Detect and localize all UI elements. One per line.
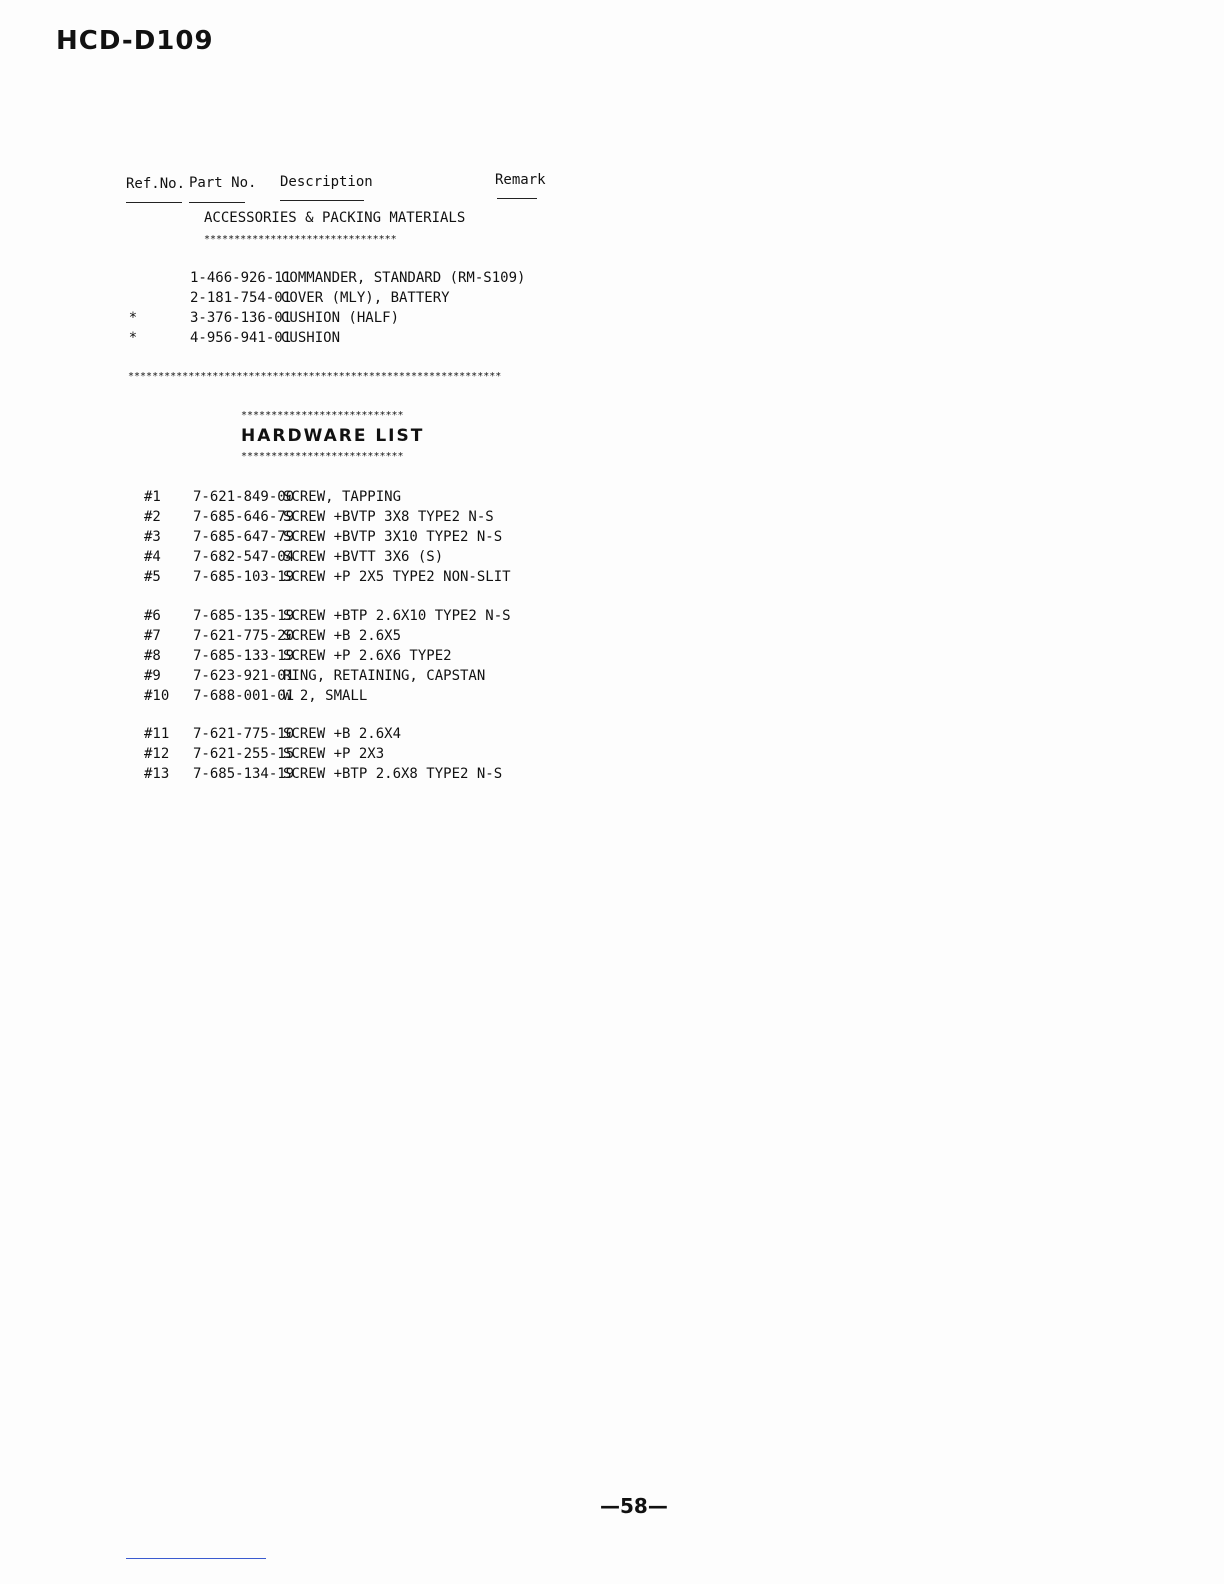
part-number: 1-466-926-11: [190, 270, 292, 286]
part-number: 7-623-921-01: [193, 668, 295, 684]
ref-number: #6: [144, 608, 161, 624]
ref-number: #3: [144, 529, 161, 545]
section-separator: **************************************************************: [128, 371, 502, 382]
part-number: 7-621-849-00: [193, 489, 295, 505]
ref-number: #1: [144, 489, 161, 505]
ref-number: #4: [144, 549, 161, 565]
part-description: SCREW +P 2X3: [283, 746, 385, 762]
ref-number: #9: [144, 668, 161, 684]
part-number: 2-181-754-01: [190, 290, 292, 306]
part-number: 7-621-775-10: [193, 726, 295, 742]
part-description: SCREW +BTP 2.6X8 TYPE2 N-S: [283, 766, 503, 782]
part-description: SCREW +P 2.6X6 TYPE2: [283, 648, 452, 664]
column-header-description: Description: [280, 174, 373, 190]
part-description: SCREW, TAPPING: [283, 489, 402, 505]
part-description: SCREW +P 2X5 TYPE2 NON-SLIT: [283, 569, 511, 585]
hardware-list-title: HARDWARE LIST: [241, 426, 425, 446]
part-number: 7-685-135-19: [193, 608, 295, 624]
hardware-stars-bottom: ***************************: [241, 451, 404, 462]
accessories-stars: ********************************: [204, 234, 397, 245]
part-description: SCREW +BVTP 3X8 TYPE2 N-S: [283, 509, 494, 525]
part-description: SCREW +B 2.6X5: [283, 628, 402, 644]
ref-number: #7: [144, 628, 161, 644]
part-description: CUSHION (HALF): [281, 310, 400, 326]
part-number: 4-956-941-01: [190, 330, 292, 346]
part-description: SCREW +B 2.6X4: [283, 726, 402, 742]
column-underline-remark: [497, 198, 537, 199]
part-description: W 2, SMALL: [283, 688, 368, 704]
part-number: 7-621-775-20: [193, 628, 295, 644]
new-part-mark: *: [128, 330, 138, 346]
part-number: 7-682-547-04: [193, 549, 295, 565]
column-underline-part-no: [189, 202, 245, 203]
column-header-remark: Remark: [495, 172, 546, 188]
part-description: COVER (MLY), BATTERY: [281, 290, 450, 306]
column-header-part-no: Part No.: [189, 175, 257, 191]
page-title: HCD-D109: [56, 26, 214, 56]
footer-rule: [126, 1558, 266, 1559]
column-underline-ref-no: [126, 202, 182, 203]
part-number: 7-685-103-19: [193, 569, 295, 585]
ref-number: #8: [144, 648, 161, 664]
part-description: SCREW +BTP 2.6X10 TYPE2 N-S: [283, 608, 511, 624]
new-part-mark: *: [128, 310, 138, 326]
ref-number: #5: [144, 569, 161, 585]
part-description: RING, RETAINING, CAPSTAN: [283, 668, 486, 684]
part-number: 7-685-133-19: [193, 648, 295, 664]
ref-number: #11: [144, 726, 170, 742]
ref-number: #13: [144, 766, 170, 782]
column-header-ref-no: Ref.No.: [126, 176, 186, 192]
part-description: CUSHION: [281, 330, 341, 346]
page-number: —58—: [600, 1494, 668, 1518]
hardware-stars-top: ***************************: [241, 410, 404, 421]
part-number: 7-685-646-79: [193, 509, 295, 525]
ref-number: #10: [144, 688, 170, 704]
part-description: COMMANDER, STANDARD (RM-S109): [281, 270, 526, 286]
ref-number: #12: [144, 746, 170, 762]
part-number: 3-376-136-01: [190, 310, 292, 326]
part-number: 7-685-647-79: [193, 529, 295, 545]
column-underline-description: [280, 200, 364, 201]
ref-number: #2: [144, 509, 161, 525]
accessories-section-title: ACCESSORIES & PACKING MATERIALS: [204, 210, 466, 226]
part-description: SCREW +BVTP 3X10 TYPE2 N-S: [283, 529, 503, 545]
part-description: SCREW +BVTT 3X6 (S): [283, 549, 444, 565]
part-number: 7-688-001-01: [193, 688, 295, 704]
part-number: 7-621-255-15: [193, 746, 295, 762]
part-number: 7-685-134-19: [193, 766, 295, 782]
